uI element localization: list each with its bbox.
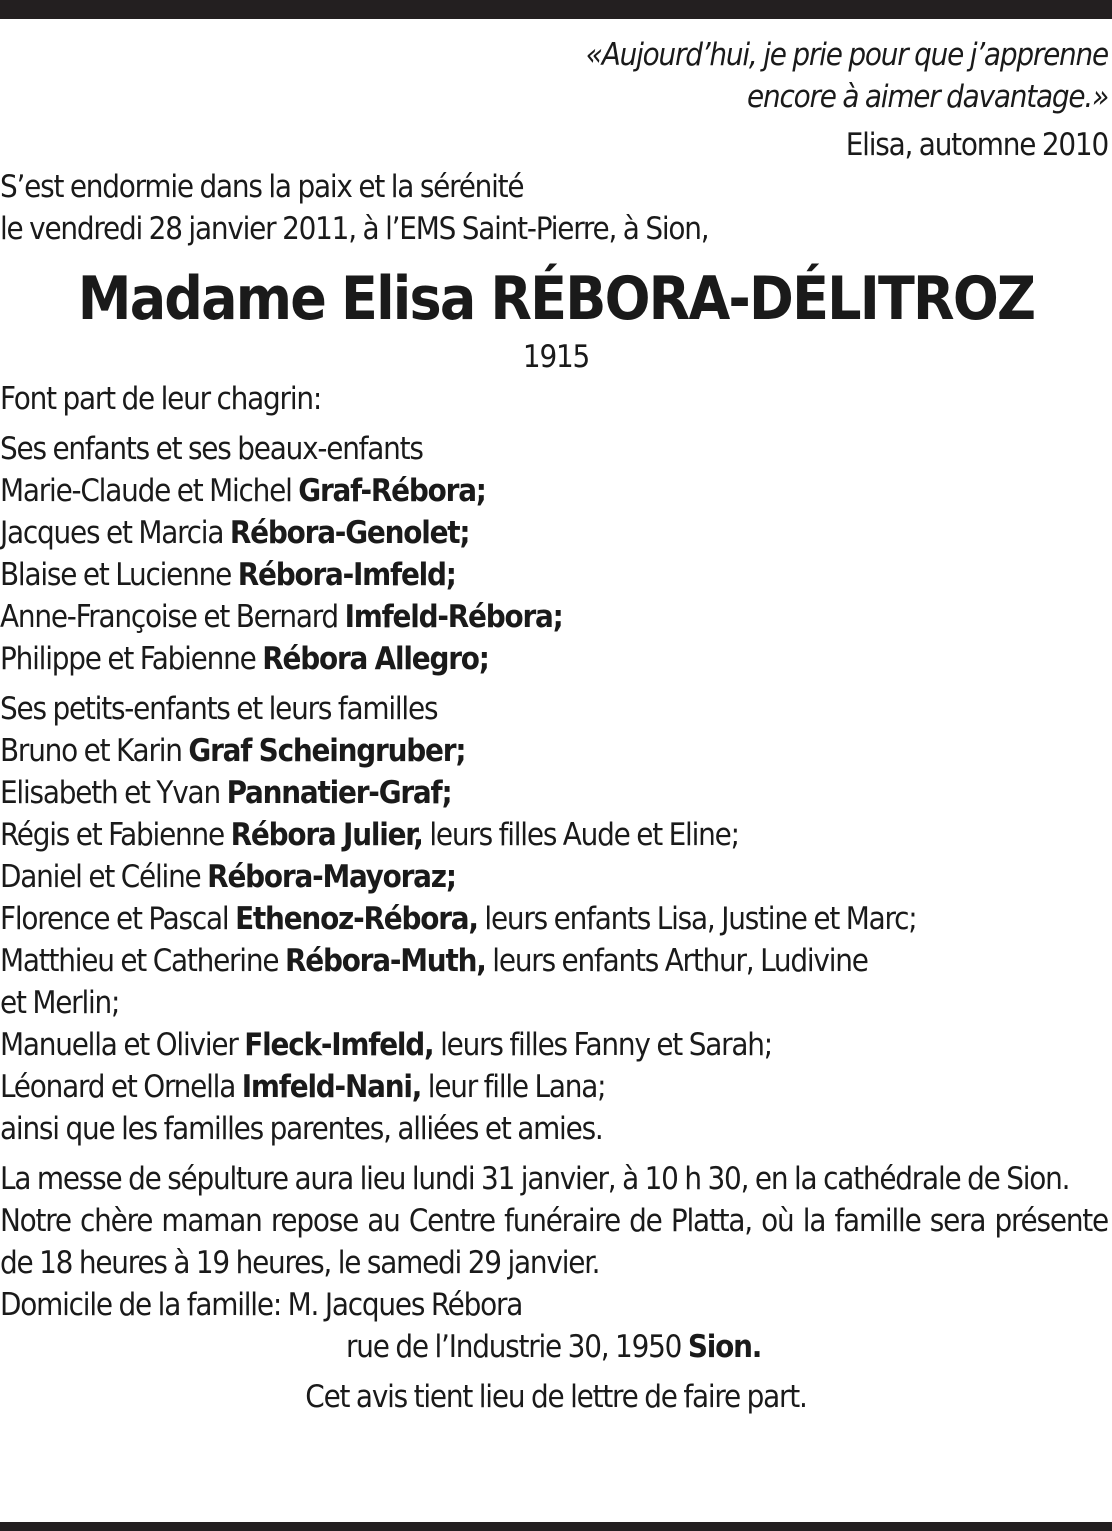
mourner-family-name: Rébora Allegro; [262, 641, 489, 677]
mourner-family-name: Pannatier-Graf; [226, 775, 452, 811]
mourner-line [0, 814, 1112, 856]
mourner-family-name: Imfeld-Nani, [241, 1069, 422, 1105]
mourner-family-name: Fleck-Imfeld, [244, 1027, 434, 1063]
mourner-names: Matthieu et Catherine [0, 943, 285, 979]
mourner-line [0, 554, 1112, 596]
intro-line-1: S’est endormie dans la paix et la sérénité [0, 169, 524, 205]
obituary-notice [0, 34, 1112, 1418]
viewing-details: Notre chère maman repose au Centre funéraire de Platta, où la famille sera présente de 18 heures à 19 heures, le samedi 29 janvier. [0, 1203, 1108, 1281]
address-street-line [0, 1326, 1112, 1368]
mourner-family-name: Rébora-Mayoraz; [207, 859, 456, 895]
mourner-extra: leurs enfants Lisa, Justine et Marc; [477, 901, 917, 937]
mourner-names: et Merlin; [0, 985, 120, 1021]
mourners-intro: Font part de leur chagrin: [0, 381, 322, 417]
mourner-line [0, 470, 1112, 512]
mourner-names: Philippe et Fabienne [0, 641, 263, 677]
mourner-names: Marie-Claude et Michel [0, 473, 299, 509]
mourner-line [0, 898, 1112, 940]
children-list [0, 470, 1112, 680]
mourner-extra: leur fille Lana; [421, 1069, 606, 1105]
mourner-line [0, 1066, 1112, 1108]
family-address [0, 1284, 1112, 1368]
grandchildren-section [0, 688, 1112, 1150]
children-heading: Ses enfants et ses beaux-enfants [0, 431, 423, 467]
mourner-family-name: Rébora-Imfeld; [237, 557, 456, 593]
bottom-rule [0, 1522, 1112, 1531]
mourner-line [0, 1024, 1112, 1066]
mourner-line [0, 730, 1112, 772]
mourner-family-name: Graf Scheingruber; [188, 733, 466, 769]
mass-details: La messe de sépulture aura lieu lundi 31 janvier, à 10 h 30, en la cathédrale de Sion. [0, 1161, 1070, 1197]
mourner-names: Florence et Pascal [0, 901, 236, 937]
quote-line-2: encore à aimer davantage.» [747, 79, 1108, 115]
address-label: Domicile de la famille: M. Jacques Rébora [0, 1287, 523, 1323]
grandchildren-heading: Ses petits-enfants et leurs familles [0, 691, 438, 727]
mourner-family-name: Graf-Rébora; [298, 473, 486, 509]
quote [0, 34, 1112, 118]
mourner-names: Régis et Fabienne [0, 817, 231, 853]
birth-year: 1915 [522, 339, 590, 375]
mourner-line [0, 772, 1112, 814]
mourner-names: Manuella et Olivier [0, 1027, 245, 1063]
mourner-family-name: Imfeld-Rébora; [344, 599, 563, 635]
mourner-line [0, 638, 1112, 680]
top-rule [0, 0, 1112, 19]
mourner-names: Anne-Françoise et Bernard [0, 599, 345, 635]
mourner-family-name: Ethenoz-Rébora, [235, 901, 478, 937]
mourner-line [0, 982, 1112, 1024]
mourner-extra: leurs filles Fanny et Sarah; [433, 1027, 772, 1063]
mourner-names: Elisabeth et Yvan [0, 775, 227, 811]
mourner-line [0, 940, 1112, 982]
mourner-line [0, 856, 1112, 898]
mourner-family-name: Rébora-Genolet; [229, 515, 470, 551]
deceased-name: Madame Elisa RÉBORA-DÉLITROZ [77, 264, 1035, 334]
mourner-line [0, 1108, 1112, 1150]
closing-note: Cet avis tient lieu de lettre de faire part. [305, 1379, 807, 1415]
address-street: rue de l’Industrie 30, 1950 [346, 1329, 688, 1365]
mourner-names: Bruno et Karin [0, 733, 189, 769]
mourner-family-name: Rébora-Muth, [284, 943, 486, 979]
mourner-names: Léonard et Ornella [0, 1069, 242, 1105]
mourner-family-name: Rébora Julier, [230, 817, 423, 853]
mourner-names: Blaise et Lucienne [0, 557, 238, 593]
mourner-names: Jacques et Marcia [0, 515, 230, 551]
mourner-names: Daniel et Céline [0, 859, 208, 895]
grandchildren-list [0, 730, 1112, 1150]
mourner-line [0, 596, 1112, 638]
intro [0, 166, 1112, 250]
intro-line-2: le vendredi 28 janvier 2011, à l’EMS Saint-Pierre, à Sion, [0, 211, 709, 247]
quote-attribution: Elisa, automne 2010 [845, 127, 1108, 163]
mourner-extra: leurs filles Aude et Eline; [422, 817, 739, 853]
mourner-names: ainsi que les familles parentes, alliées et amies. [0, 1111, 603, 1147]
funeral-details [0, 1158, 1112, 1284]
children-section [0, 428, 1112, 680]
mourner-extra: leurs enfants Arthur, Ludivine [485, 943, 868, 979]
address-city: Sion. [687, 1329, 762, 1365]
quote-line-1: «Aujourd’hui, je prie pour que j’apprenne [585, 37, 1108, 73]
mourner-line [0, 512, 1112, 554]
